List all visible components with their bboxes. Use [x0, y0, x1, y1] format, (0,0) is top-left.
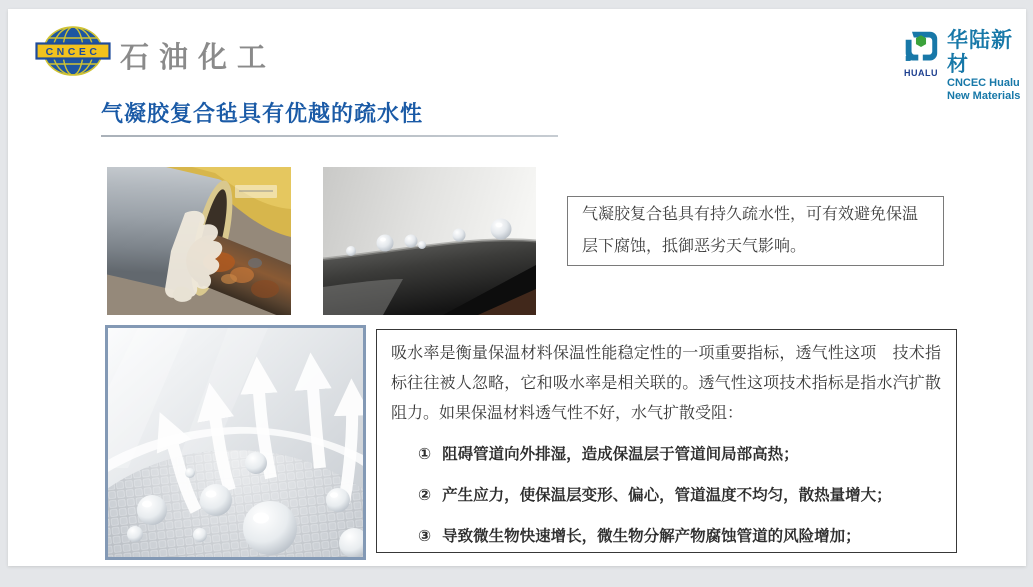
- breathable-fabric-illustration: [105, 325, 366, 560]
- point-2-number: ②: [418, 487, 432, 504]
- hualu-sub-label: HUALU: [904, 68, 938, 78]
- slide-title: 气凝胶复合毡具有优越的疏水性: [101, 101, 424, 126]
- hualu-en-line2: New Materials: [947, 90, 1021, 102]
- hydrophobic-callout-text: 气凝胶复合毡具有持久疏水性，可有效避免保温层下腐蚀，抵御恶劣天气影响。: [582, 206, 919, 255]
- point-3-text: 导致微生物快速增长，微生物分解产物腐蚀管道的风险增加；: [442, 528, 861, 545]
- point-2-text: 产生应力，使保温层变形、偏心，管道温度不均匀，散热量增大；: [442, 487, 892, 504]
- cncec-globe-icon: [35, 25, 111, 77]
- title-underline: [101, 135, 558, 137]
- slide: [8, 9, 1026, 566]
- point-1-number: ①: [418, 446, 432, 463]
- point-3-number: ③: [418, 528, 432, 545]
- absorption-explainer-box: [376, 329, 957, 553]
- point-1-text: 阻碍管道向外排湿，造成保温层于管道间局部高热；: [442, 446, 799, 463]
- hualu-mark-icon: [901, 29, 941, 65]
- point-2: [391, 481, 941, 511]
- corroded-pipe-photo: [107, 167, 291, 315]
- hydrophobic-felt-photo: [323, 167, 536, 315]
- cncec-banner-text: CNCEC: [45, 46, 101, 58]
- hualu-en-line1: CNCEC Hualu: [947, 77, 1020, 89]
- hualu-logo: [901, 29, 1026, 103]
- hualu-cn-name: 华陆新材: [947, 29, 1013, 76]
- point-3: [391, 522, 941, 552]
- absorption-intro-text: 吸水率是衡量保温材料保温性能稳定性的一项重要指标，透气性这项 技术指标往往被人忽略，它和吸水率是相关联的。透气性这项技术指标是指水汽扩散阻力。如果保温材料透气性不好，水气扩散受阻：: [391, 345, 941, 422]
- point-1: [391, 440, 941, 470]
- brand-name-petrochemical: 石油化工: [120, 40, 277, 74]
- hydrophobic-callout-box: [567, 196, 944, 266]
